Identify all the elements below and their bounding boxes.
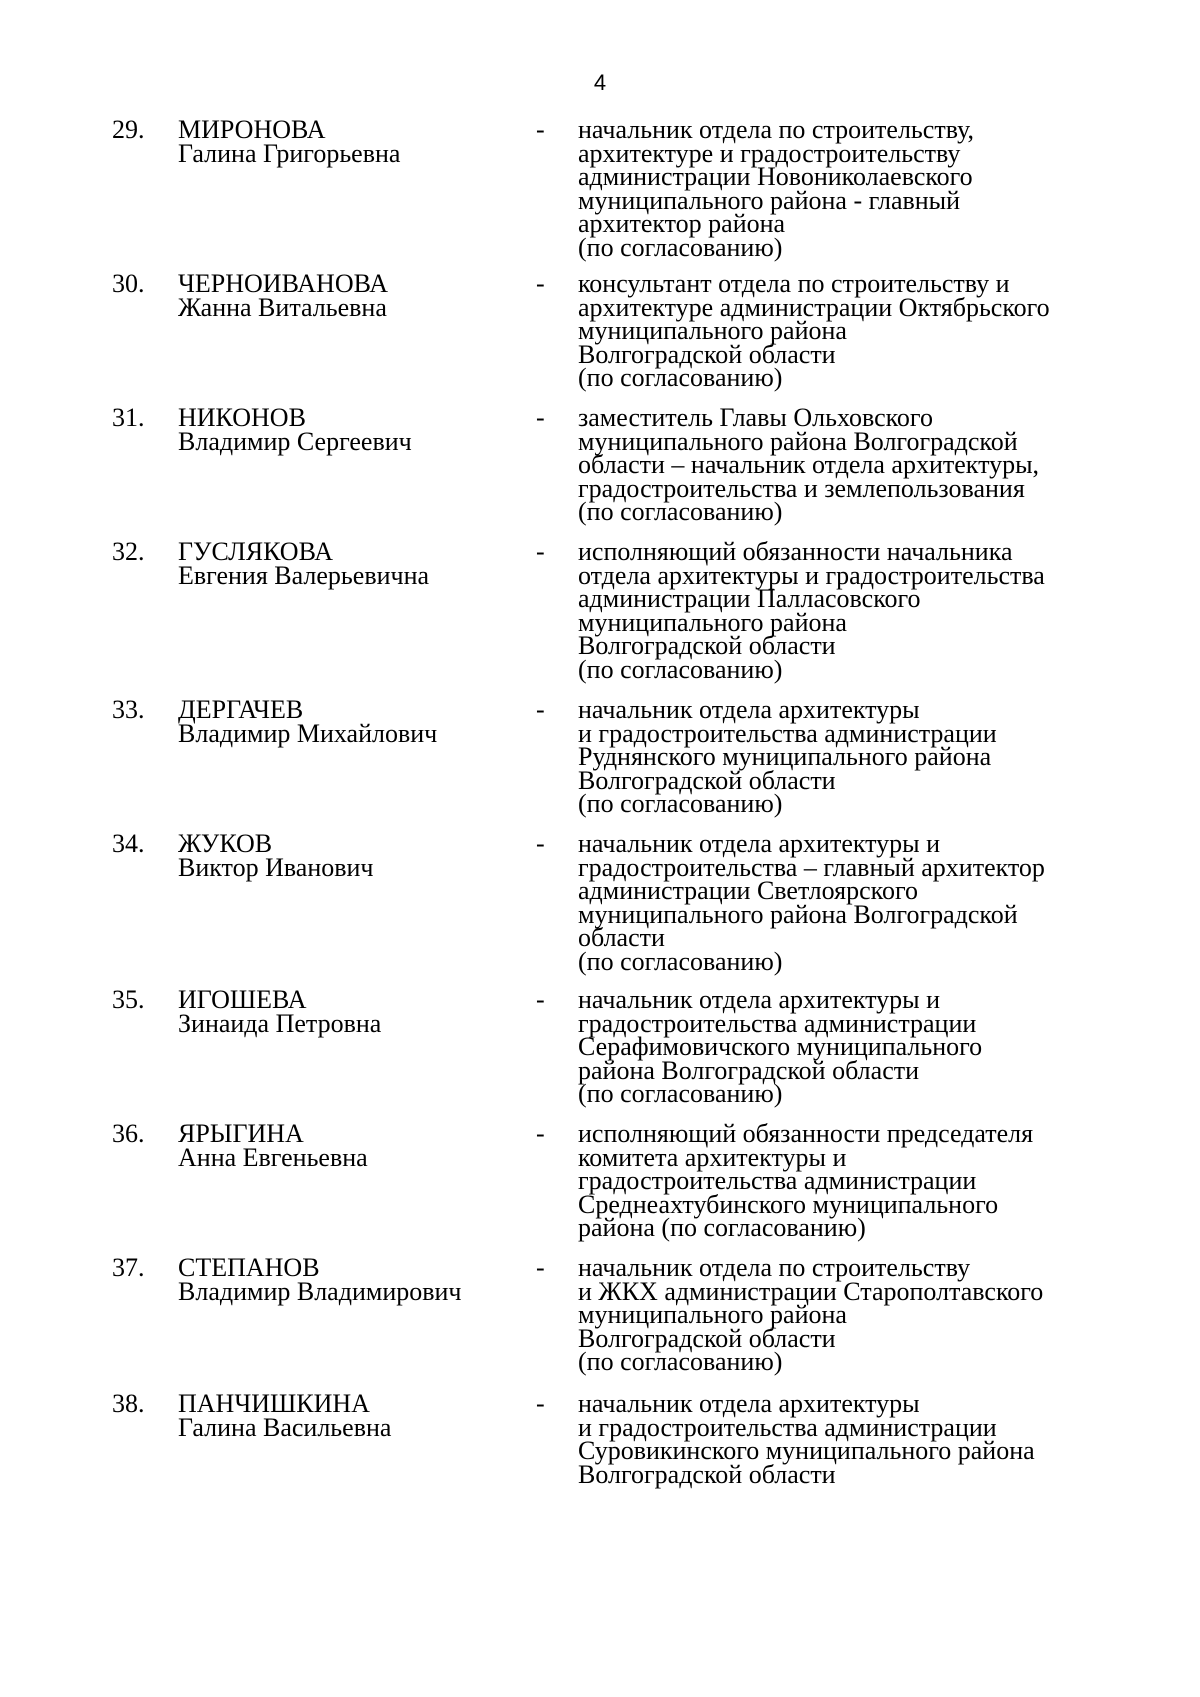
- position-line: архитектуре и градостроительству: [578, 138, 961, 168]
- position-line: муниципального района Волгоградской: [578, 426, 1018, 456]
- member-position: [578, 537, 1118, 684]
- position-line: Волгоградской области: [578, 1323, 836, 1353]
- position-line: и градостроительства администрации: [578, 718, 997, 748]
- position-line: (по согласованию): [578, 497, 783, 526]
- position-line: архитектуре администрации Октябрьского: [578, 292, 1050, 322]
- member-position: [578, 403, 1118, 526]
- position-line: комитета архитектуры и: [578, 1142, 847, 1172]
- position-line: исполняющий обязанности начальника: [578, 537, 1013, 566]
- position-line: отдела архитектуры и градостроительства: [578, 560, 1045, 590]
- member-given-name: Владимир Михайлович: [178, 718, 438, 748]
- member-surname: ЧЕРНОИВАНОВА: [178, 269, 389, 298]
- member-position: [578, 829, 1118, 976]
- position-line: начальник отдела архитектуры: [578, 1389, 920, 1418]
- position-line: (по согласованию): [578, 232, 783, 262]
- position-line: муниципального района: [578, 607, 847, 637]
- position-line: администрации Новониколаевского: [578, 162, 973, 191]
- page-number: 4: [593, 70, 607, 95]
- separator-dash: -: [536, 985, 545, 1014]
- position-line: начальник отдела по строительству,: [578, 115, 974, 144]
- position-line: и ЖКХ администрации Старополтавского: [578, 1276, 1044, 1306]
- item-number: 30.: [112, 269, 145, 298]
- position-line: области: [578, 923, 665, 952]
- separator-dash: -: [536, 115, 545, 144]
- member-given-name: Галина Васильевна: [178, 1412, 392, 1442]
- position-line: (по согласованию): [578, 789, 783, 818]
- position-line: начальник отдела архитектуры и: [578, 985, 941, 1014]
- member-surname: ГУСЛЯКОВА: [178, 537, 334, 566]
- position-line: заместитель Главы Ольховского: [578, 403, 933, 432]
- position-line: муниципального района: [578, 1300, 847, 1329]
- position-line: (по согласованию): [578, 654, 783, 684]
- position-line: области – начальник отдела архитектуры,: [578, 450, 1040, 479]
- member-surname: МИРОНОВА: [178, 115, 326, 144]
- member-given-name: Зинаида Петровна: [178, 1008, 382, 1038]
- position-line: исполняющий обязанности председателя: [578, 1119, 1034, 1148]
- position-line: Волгоградской области: [578, 339, 836, 369]
- position-line: администрации Палласовского: [578, 584, 921, 613]
- member-name: [178, 695, 528, 748]
- member-given-name: Владимир Владимирович: [178, 1276, 462, 1306]
- position-line: района Волгоградской области: [578, 1055, 920, 1085]
- position-line: (по согласованию): [578, 1347, 783, 1376]
- item-number: 36.: [112, 1119, 145, 1148]
- member-given-name: Владимир Сергеевич: [178, 426, 412, 456]
- separator-dash: -: [536, 829, 545, 858]
- separator-dash: -: [536, 1119, 545, 1148]
- position-line: начальник отдела архитектуры и: [578, 829, 941, 858]
- member-surname: ЖУКОВ: [178, 829, 273, 858]
- position-line: Серафимовичского муниципального: [578, 1032, 983, 1061]
- position-line: (по согласованию): [578, 363, 783, 392]
- member-position: [578, 1253, 1118, 1376]
- position-line: муниципального района: [578, 316, 847, 345]
- separator-dash: -: [536, 1389, 545, 1418]
- separator-dash: -: [536, 537, 545, 566]
- separator-dash: -: [536, 1253, 545, 1282]
- position-line: и градостроительства администрации: [578, 1412, 997, 1442]
- position-line: Волгоградской области: [578, 765, 836, 795]
- item-number: 34.: [112, 829, 145, 858]
- position-line: Волгоградской области: [578, 1459, 836, 1489]
- member-surname: ЯРЫГИНА: [178, 1119, 304, 1148]
- separator-dash: -: [536, 269, 545, 298]
- member-given-name: Галина Григорьевна: [178, 138, 401, 168]
- position-line: градостроительства администрации: [578, 1166, 977, 1195]
- position-line: администрации Светлоярского: [578, 876, 918, 905]
- item-number: 29.: [112, 115, 145, 144]
- member-name: [178, 985, 528, 1038]
- position-line: начальник отдела архитектуры: [578, 695, 920, 724]
- position-line: (по согласованию): [578, 1079, 783, 1108]
- member-name: [178, 1389, 528, 1442]
- member-name: [178, 115, 528, 168]
- member-surname: ДЕРГАЧЕВ: [178, 695, 304, 724]
- position-line: муниципального района - главный: [578, 185, 961, 215]
- item-number: 32.: [112, 537, 145, 566]
- position-line: градостроительства и землепользования: [578, 473, 1025, 503]
- member-surname: ПАНЧИШКИНА: [178, 1389, 370, 1418]
- member-position: [578, 985, 1118, 1108]
- item-number: 33.: [112, 695, 145, 724]
- position-line: района (по согласованию): [578, 1213, 866, 1242]
- position-line: Руднянского муниципального района: [578, 742, 992, 771]
- member-position: [578, 1119, 1118, 1242]
- position-line: Волгоградской области: [578, 631, 836, 660]
- separator-dash: -: [536, 403, 545, 432]
- member-name: [178, 537, 528, 590]
- position-line: начальник отдела по строительству: [578, 1253, 971, 1282]
- position-line: (по согласованию): [578, 946, 783, 976]
- position-line: муниципального района Волгоградской: [578, 899, 1018, 929]
- member-surname: СТЕПАНОВ: [178, 1253, 320, 1282]
- position-line: Суровикинского муниципального района: [578, 1436, 1035, 1465]
- position-line: градостроительства администрации: [578, 1008, 977, 1038]
- member-name: [178, 403, 528, 456]
- member-position: [578, 115, 1118, 262]
- item-number: 31.: [112, 403, 145, 432]
- item-number: 37.: [112, 1253, 145, 1282]
- item-number: 38.: [112, 1389, 145, 1418]
- member-position: [578, 269, 1118, 392]
- member-surname: ИГОШЕВА: [178, 985, 307, 1014]
- member-position: [578, 1389, 1118, 1489]
- member-surname: НИКОНОВ: [178, 403, 306, 432]
- position-line: консультант отдела по строительству и: [578, 269, 1010, 298]
- position-line: градостроительства – главный архитектор: [578, 852, 1045, 882]
- member-given-name: Анна Евгеньевна: [178, 1142, 368, 1172]
- member-name: [178, 269, 528, 322]
- member-name: [178, 1253, 528, 1306]
- member-given-name: Виктор Иванович: [178, 852, 374, 882]
- member-name: [178, 829, 528, 882]
- position-line: Среднеахтубинского муниципального: [578, 1189, 999, 1219]
- member-given-name: Жанна Витальевна: [178, 292, 387, 322]
- position-line: архитектор района: [578, 209, 786, 238]
- item-number: 35.: [112, 985, 145, 1014]
- member-position: [578, 695, 1118, 818]
- member-given-name: Евгения Валерьевична: [178, 560, 430, 590]
- member-name: [178, 1119, 528, 1172]
- separator-dash: -: [536, 695, 545, 724]
